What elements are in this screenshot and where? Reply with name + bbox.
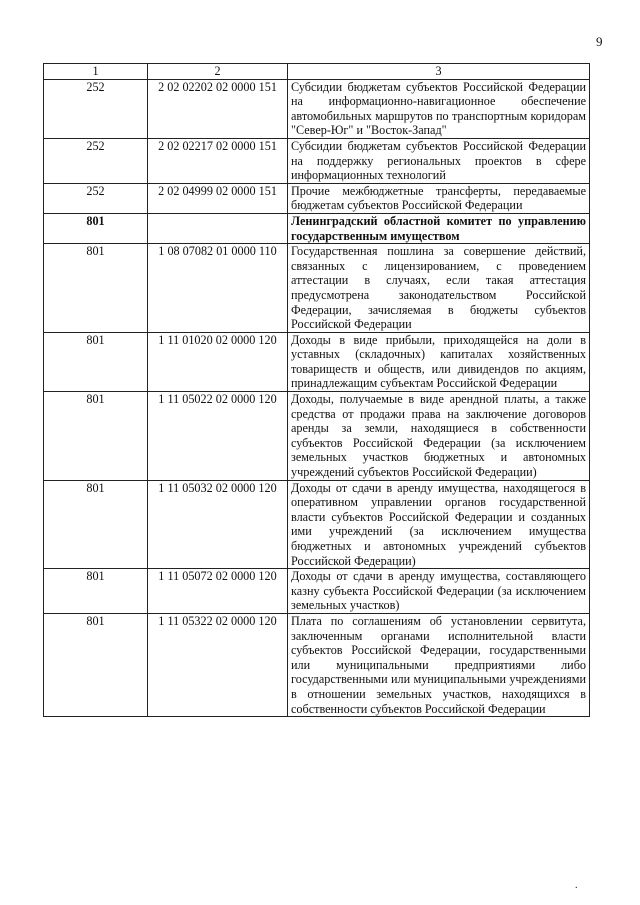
revenue-code-cell: 2 02 02202 02 0000 151 [148, 79, 288, 138]
administrator-code-cell: 801 [44, 480, 148, 569]
table-row [44, 613, 590, 716]
page-number: 9 [596, 34, 603, 49]
administrator-code-cell: 801 [44, 569, 148, 614]
table-row [44, 332, 590, 391]
revenue-description-cell: Государственная пошлина за совершение действий, связанных с лицензированием, с проведением аттестации в случаях, если такая аттестация предусмотрена законодательством Российской Федерации, зачисляемая в бюджеты субъектов Российской Федерации [288, 244, 590, 333]
table-row [44, 244, 590, 333]
column-header-1: 1 [44, 64, 148, 80]
table-row [44, 138, 590, 183]
table-row [44, 480, 590, 569]
revenue-code-cell: 1 11 05022 02 0000 120 [148, 392, 288, 481]
revenue-description-cell: Доходы от сдачи в аренду имущества, составляющего казну субъекта Российской Федерации (за исключением земельных участков) [288, 569, 590, 614]
revenue-codes-table [43, 63, 590, 717]
table-row [44, 392, 590, 481]
revenue-description-cell: Доходы от сдачи в аренду имущества, находящегося в оперативном управлении органов государственной власти субъектов Российской Федерации и созданных ими учреждений (за исключением имущества бюджетных и автономных учреждений субъектов Российской Федерации) [288, 480, 590, 569]
administrator-code-cell: 252 [44, 138, 148, 183]
administrator-code-cell: 801 [44, 613, 148, 716]
administrator-code-cell: 252 [44, 183, 148, 213]
revenue-description-cell: Доходы, получаемые в виде арендной платы, а также средства от продажи права на заключение договоров аренды за земли, находящиеся в собственности субъектов Российской Федерации (за исключением земельных участков бюджетных и автономных учреждений субъектов Российской Федерации) [288, 392, 590, 481]
administrator-code-cell: 801 [44, 332, 148, 391]
revenue-description-cell: Субсидии бюджетам субъектов Российской Федерации на поддержку региональных проектов в сфере информационных технологий [288, 138, 590, 183]
revenue-code-cell [148, 213, 288, 243]
revenue-code-cell: 2 02 02217 02 0000 151 [148, 138, 288, 183]
administrator-code-cell: 801 [44, 213, 148, 243]
revenue-code-cell: 1 11 05032 02 0000 120 [148, 480, 288, 569]
revenue-description-cell: Прочие межбюджетные трансферты, передаваемые бюджетам субъектов Российской Федерации [288, 183, 590, 213]
revenue-description-cell: Плата по соглашениям об установлении сервитута, заключенным органами исполнительной власти субъектов Российской Федерации, государственными или муниципальными предприятиями либо государственными или муниципальными учреждениями в отношении земельных участков, находящихся в собственности субъектов Российской Федерации [288, 613, 590, 716]
table-header-row [44, 64, 590, 80]
administrator-code-cell: 801 [44, 244, 148, 333]
revenue-code-cell: 2 02 04999 02 0000 151 [148, 183, 288, 213]
revenue-code-cell: 1 11 05322 02 0000 120 [148, 613, 288, 716]
column-header-3: 3 [288, 64, 590, 80]
revenue-code-cell: 1 11 05072 02 0000 120 [148, 569, 288, 614]
table-row-administrator-heading [44, 213, 590, 243]
column-header-2: 2 [148, 64, 288, 80]
administrator-code-cell: 252 [44, 79, 148, 138]
revenue-description-cell: Субсидии бюджетам субъектов Российской Федерации на информационно-навигационное обеспечение автомобильных маршрутов по транспортным коридорам "Север-Юг" и "Восток-Запад" [288, 79, 590, 138]
revenue-code-cell: 1 11 01020 02 0000 120 [148, 332, 288, 391]
administrator-code-cell: 801 [44, 392, 148, 481]
administrator-name-cell: Ленинградский областной комитет по управлению государственным имуществом [288, 213, 590, 243]
revenue-code-cell: 1 08 07082 01 0000 110 [148, 244, 288, 333]
revenue-description-cell: Доходы в виде прибыли, приходящейся на доли в уставных (складочных) капиталах хозяйственных товариществ и обществ, или дивидендов по акциям, принадлежащим субъектам Российской Федерации [288, 332, 590, 391]
table-row [44, 569, 590, 614]
table-row [44, 79, 590, 138]
footer-mark: . [575, 880, 578, 891]
table-row [44, 183, 590, 213]
